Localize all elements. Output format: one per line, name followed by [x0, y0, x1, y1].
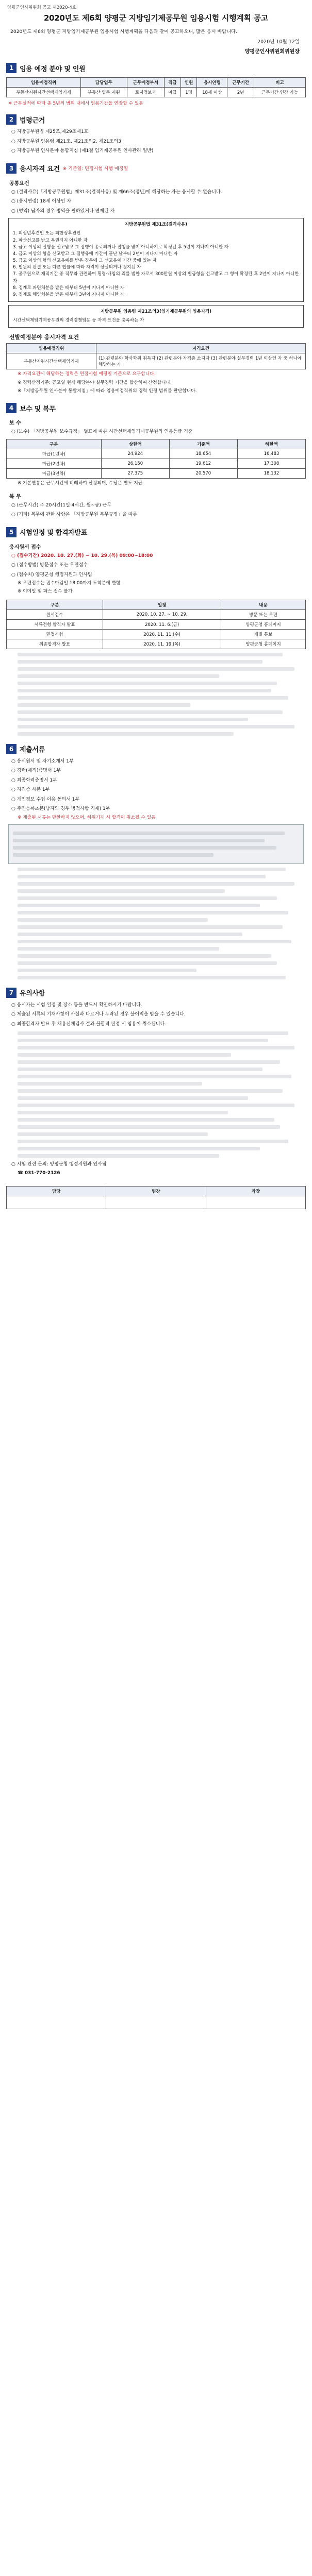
table-header: 인원: [180, 78, 197, 88]
section-6-header: [6, 744, 306, 754]
list-item: ○ 응시원서 및 자기소개서 1부: [11, 758, 74, 764]
table-cell: 2020. 11. 19.(목): [103, 639, 221, 649]
list-item: ○ 최종학력증명서 1부: [11, 777, 57, 783]
section-title: 임용 예정 분야 및 인원: [20, 65, 86, 73]
table-header: 구분: [7, 600, 103, 609]
table-header: 근무예정부서: [127, 78, 165, 88]
table-cell: 마급(3년차): [7, 468, 102, 478]
table-cell: 서류전형 합격자 발표: [7, 619, 103, 629]
list-item: ○ (결격사유)「지방공무원법」제31조(결격사유) 및 제66조(정년)에 해당하는 자는 응시할 수 없습니다.: [11, 189, 222, 195]
schedule-table: [6, 600, 306, 649]
section-title: 시험일정 및 합격자발표: [20, 529, 88, 537]
table-row: [7, 353, 306, 369]
list-item: ○ 지방공무원 임용령 제21조, 제21조의2, 제21조의3: [11, 139, 121, 144]
text-block: [18, 1031, 306, 1158]
section-number: 1: [6, 63, 17, 73]
table-row: [7, 449, 306, 459]
table-cell: 26,150: [101, 459, 169, 468]
table-cell: 면접시험: [7, 629, 103, 639]
application-place: ○ (접수처) 양평군청 행정지원과 인사팀: [11, 572, 92, 578]
list-item: ○ 최종합격자 발표 후 채용신체검사 결과 불합격 판정 시 임용이 취소됩니다.: [11, 1021, 167, 1027]
list-item: ○ 시험 관련 문의: 양평군청 행정지원과 인사팀: [11, 1162, 107, 1167]
table-cell: 최종합격자 발표: [7, 639, 103, 649]
specific-requirements-heading: 선발예정분야 응시자격 요건: [9, 334, 79, 341]
table-cell: [7, 1196, 106, 1209]
table-row: [7, 619, 306, 629]
table-cell: 1명: [180, 88, 197, 97]
list-item: 7. 공무원으로 재직기간 중 직무와 관련하여 횡령·배임의 죄를 범한 자로서 300만원 이상의 벌금형을 선고받고 그 형이 확정된 후 2년이 지나지 아니한 자: [13, 272, 299, 284]
section-title: 법령근거: [20, 116, 45, 125]
table-cell: 16,483: [237, 449, 305, 459]
table-cell: 마급(1년차): [7, 449, 102, 459]
note: ※ 우편접수는 접수마감일 18:00까지 도착분에 한함: [18, 581, 121, 586]
table-cell: 2년: [227, 88, 254, 97]
section-title: 보수 및 복무: [20, 405, 56, 413]
section-7-header: [6, 988, 306, 998]
table-cell: 18세 이상: [197, 88, 227, 97]
table-cell: 17,308: [237, 459, 305, 468]
table-cell: 양평군청 홈페이지: [221, 619, 306, 629]
table-row: [7, 609, 306, 619]
note: ※ 자격요건에 해당하는 경력은 면접시험 예정일 기준으로 요구합니다.: [18, 371, 156, 377]
table-cell: (1) 관련분야 학사학위 취득자 (2) 관련분야 자격증 소지자 (3) 관련분야 실무경력 1년 이상인 자 중 하나에 해당하는 자: [96, 353, 306, 369]
positions-table: [6, 77, 306, 97]
table-header: 구분: [7, 439, 102, 449]
section-subtitle: ※ 기준일: 면접시험 시행 예정일: [62, 166, 128, 172]
list-item: 6. 법원의 판결 또는 다른 법률에 따라 자격이 상실되거나 정지된 자: [13, 265, 141, 270]
section-4-header: [6, 403, 306, 413]
list-item: ○ 자격증 사본 1부: [11, 787, 50, 793]
note: ※「지방공무원 인사분야 통합지침」에 따라 임용예정직위의 경력 인정 범위를 판단합니다.: [18, 388, 197, 394]
table-header: 일정: [103, 600, 221, 609]
table-header: 임용예정직위: [7, 78, 81, 88]
table-row: [7, 629, 306, 639]
note: ※ 이메일 및 팩스 접수 불가: [18, 589, 73, 595]
table-header: 비고: [254, 78, 306, 88]
table-header: 내용: [221, 600, 306, 609]
intro-text: 2020년도 제6회 양평군 지방임기제공무원 임용시험 시행계획을 다음과 같이 공고하오니, 많은 응시 바랍니다.: [10, 29, 237, 35]
pay-table: [6, 439, 306, 479]
requirements-table: [6, 343, 306, 369]
section-1-header: [6, 63, 306, 73]
table-row: [7, 1196, 306, 1209]
disqualification-box: [8, 218, 304, 302]
list-item: ○ 개인정보 수집·이용 동의서 1부: [11, 796, 80, 802]
section-number: 3: [6, 163, 17, 174]
table-row: [7, 639, 306, 649]
section-number: 7: [6, 988, 17, 998]
section-2-header: [6, 114, 306, 125]
table-header: 하한액: [237, 439, 305, 449]
list-item: ○ (기타) 복무에 관한 사항은 「지방공무원 복무규정」을 따름: [11, 512, 138, 518]
work-heading: 복 무: [9, 494, 21, 500]
list-item: 2. 파산선고를 받고 복권되지 아니한 자: [13, 238, 88, 243]
common-requirements-heading: 공통요건: [9, 180, 29, 187]
list-item: 4. 금고 이상의 형을 선고받고 그 집행유예 기간이 끝난 날부터 2년이 지나지 아니한 자: [13, 251, 178, 257]
approval-table: [6, 1186, 306, 1209]
table-header: 자격요건: [96, 344, 306, 353]
table-cell: 근무기간 연장 가능: [254, 88, 306, 97]
section-number: 2: [6, 114, 17, 125]
table-cell: 18,654: [169, 449, 237, 459]
table-cell: 마급(2년차): [7, 459, 102, 468]
table-cell: 개별 통보: [221, 629, 306, 639]
qualification-box: [8, 305, 304, 328]
table-cell: 24,924: [101, 449, 169, 459]
application-heading: 응시원서 접수: [9, 544, 41, 550]
table-cell: 방문 또는 우편: [221, 609, 306, 619]
table-cell: 마급: [165, 88, 181, 97]
table-cell: 18,132: [237, 468, 305, 478]
text-block: [8, 824, 304, 864]
list-item: 시간선택제임기제공무원의 경력경쟁임용 등 자격 요건을 충족하는 자: [13, 318, 144, 324]
table-cell: 부동산지원시간선택제임기제: [7, 353, 96, 369]
section-number: 5: [6, 527, 17, 537]
list-item: ○ (근무시간) 주 20시간(1일 4시간, 월~금) 근무: [11, 502, 112, 508]
section-title: 제출서류: [20, 746, 45, 754]
table-header: 근무기간: [227, 78, 254, 88]
section-5-header: [6, 527, 306, 537]
table-cell: 27,375: [101, 468, 169, 478]
list-item: 8. 징계로 파면처분을 받은 때부터 5년이 지나지 아니한 자: [13, 285, 124, 291]
table-cell: 2020. 11. 6.(금): [103, 619, 221, 629]
table-cell: 원서접수: [7, 609, 103, 619]
table-cell: [106, 1196, 206, 1209]
table-header: 직급: [165, 78, 181, 88]
notice-date: 2020년 10월 12일: [257, 39, 300, 45]
pay-description: ○ (보수) 「지방공무원 보수규정」 별표에 따른 시간선택제임기제공무원의 연봉등급 기준: [11, 429, 193, 435]
section-number: 6: [6, 744, 17, 754]
table-row: [7, 88, 306, 97]
contact-phone: ☎ 031-770-2126: [18, 1170, 60, 1176]
table-cell: 2020. 10. 27. ~ 10. 29.: [103, 609, 221, 619]
table-header: 상한액: [101, 439, 169, 449]
table-row: [7, 459, 306, 468]
application-period: ○ (접수기간) 2020. 10. 27.(화) ~ 10. 29.(목) 09:00~18:00: [11, 553, 153, 558]
table-header: 팀장: [106, 1186, 206, 1196]
notice-number: 양평군인사위원회 공고 제2020-4호: [7, 5, 77, 10]
table-header: 담당업무: [81, 78, 127, 88]
table-cell: 양평군청 홈페이지: [221, 639, 306, 649]
table-cell: [206, 1196, 305, 1209]
note: ※ 경력산정기준: 공고일 현재 해당분야 실무경력 기간을 합산하여 산정합니다.: [18, 380, 172, 385]
list-item: ○ 지방공무원 인사분야 통합지침 (제1절 임기제공무원 인사관리 일반): [11, 148, 154, 154]
section-1-note: ※ 근무실적에 따라 총 5년의 범위 내에서 임용기간을 연장할 수 있음: [8, 101, 143, 107]
table-header: 기준액: [169, 439, 237, 449]
list-item: 5. 금고 이상의 형의 선고유예를 받은 경우에 그 선고유예 기간 중에 있는 자: [13, 258, 157, 264]
section-title: 응시자격 요건: [20, 165, 60, 174]
list-item: ○ 응시자는 시험 일정 및 장소 등을 반드시 확인하시기 바랍니다.: [11, 1002, 142, 1008]
list-item: ○ (병역) 남자의 경우 병역을 필하였거나 면제된 자: [11, 208, 115, 214]
text-block: [18, 653, 306, 736]
list-item: ○ 제출된 서류의 기재사항이 사실과 다르거나 누락된 경우 불이익을 받을 수 있습니다.: [11, 1012, 186, 1018]
list-item: ○ 주민등록초본(남자의 경우 병적사항 기재) 1부: [11, 806, 110, 812]
page-title: 2020년도 제6회 양평군 지방임기제공무원 임용시험 시행계획 공고: [44, 13, 268, 23]
section-3-header: [6, 163, 306, 174]
table-row: [7, 468, 306, 478]
box-title: 지방공무원 임용령 제21조의3(임기제공무원의 임용자격): [100, 309, 212, 315]
table-cell: 20,570: [169, 468, 237, 478]
table-cell: 부동산 업무 지원: [81, 88, 127, 97]
list-item: 1. 피성년후견인 또는 피한정후견인: [13, 231, 81, 236]
table-header: 응시연령: [197, 78, 227, 88]
box-title: 지방공무원법 제31조(결격사유): [124, 222, 188, 228]
application-method: ○ (접수방법) 방문접수 또는 우편접수: [11, 563, 88, 568]
table-cell: 부동산지원시간선택제임기제: [7, 88, 81, 97]
list-item: ○ 경력(재직)증명서 1부: [11, 768, 61, 774]
table-cell: 19,612: [169, 459, 237, 468]
text-block: [18, 868, 306, 979]
section-number: 4: [6, 403, 17, 413]
list-item: ○ 지방공무원법 제25조,제29조제1호: [11, 129, 89, 135]
note: ※ 제출된 서류는 반환하지 않으며, 허위기재 시 합격이 취소될 수 있음: [18, 815, 156, 820]
signer: 양평군인사위원회위원장: [244, 49, 300, 55]
pay-heading: 보 수: [9, 420, 21, 427]
table-header: 임용예정직위: [7, 344, 96, 353]
table-header: 과장: [206, 1186, 305, 1196]
table-cell: 토지정보과: [127, 88, 165, 97]
section-title: 유의사항: [20, 990, 45, 998]
list-item: ○ (응시연령) 18세 이상인 자: [11, 199, 72, 205]
table-cell: 2020. 11. 11.(수): [103, 629, 221, 639]
table-header: 담당: [7, 1186, 106, 1196]
list-item: 9. 징계로 해임처분을 받은 때부터 3년이 지나지 아니한 자: [13, 292, 124, 297]
note: ※ 기본연봉은 근무시간에 비례하여 산정되며, 수당은 별도 지급: [18, 480, 143, 486]
list-item: 3. 금고 이상의 실형을 선고받고 그 집행이 종료되거나 집행을 받지 아니하기로 확정된 후 5년이 지나지 아니한 자: [13, 244, 229, 250]
